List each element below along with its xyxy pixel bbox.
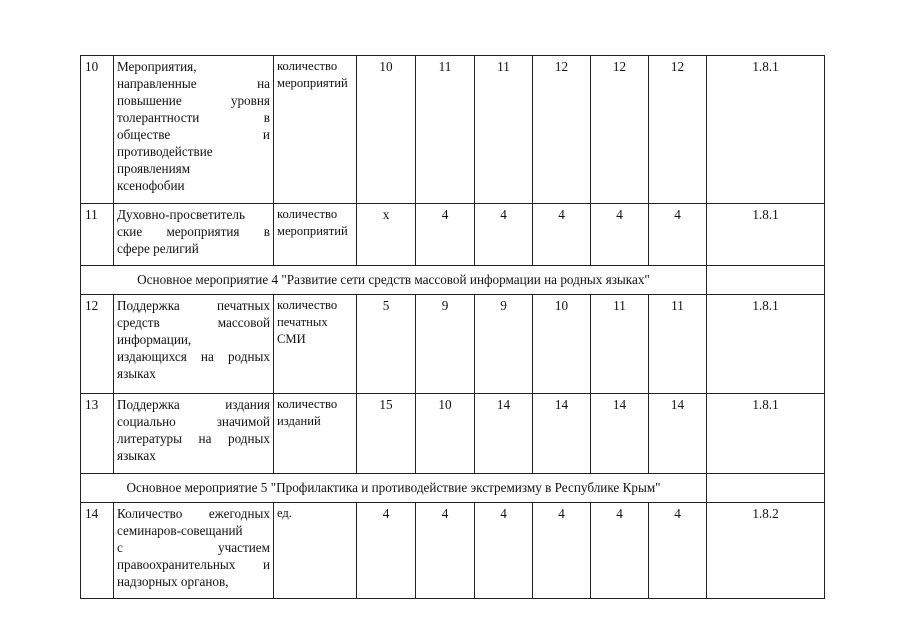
- unit-line: мероприятий: [277, 224, 348, 238]
- description-line: Поддержка издания: [117, 397, 270, 412]
- table-row: [81, 56, 825, 204]
- row-number: 11: [81, 204, 114, 266]
- year-value: 4: [533, 204, 591, 266]
- description-line: повышение уровня: [117, 93, 270, 108]
- year-value: 14: [591, 394, 649, 474]
- year-value: 4: [416, 204, 475, 266]
- indicator-description: [114, 56, 274, 204]
- table-row: [81, 295, 825, 394]
- description-line: Мероприятия,: [117, 59, 197, 74]
- description-line: издающихся на родных: [117, 349, 270, 364]
- year-value: 12: [591, 56, 649, 204]
- description-line: ксенофобии: [117, 178, 185, 193]
- year-value: 4: [591, 204, 649, 266]
- year-value: 4: [649, 503, 707, 599]
- unit-line: печатных: [277, 315, 328, 329]
- year-value: 11: [475, 56, 533, 204]
- indicator-description: [114, 394, 274, 474]
- indicator-description: [114, 204, 274, 266]
- empty-cell: [707, 474, 825, 503]
- description-line: Духовно-просветитель: [117, 207, 246, 222]
- description-line: языках: [117, 366, 156, 381]
- reference-code: 1.8.2: [707, 503, 825, 599]
- unit-of-measure: [274, 394, 357, 474]
- indicator-description: [114, 295, 274, 394]
- description-line: литературы на родных: [117, 431, 270, 446]
- section-row: [81, 474, 825, 503]
- description-line: обществе и: [117, 127, 270, 142]
- reference-code: 1.8.1: [707, 204, 825, 266]
- unit-line: количество: [277, 298, 338, 312]
- year-value: 12: [649, 56, 707, 204]
- section-title: Основное мероприятие 4 "Развитие сети средств массовой информации на родных языках": [81, 266, 707, 295]
- description-line: противодействие: [117, 144, 213, 159]
- year-value: 12: [533, 56, 591, 204]
- year-value: 4: [475, 204, 533, 266]
- year-value: х: [357, 204, 416, 266]
- description-line: информации,: [117, 332, 192, 347]
- unit-line: количество: [277, 59, 338, 73]
- empty-cell: [707, 266, 825, 295]
- unit-line: СМИ: [277, 332, 306, 346]
- year-value: 10: [416, 394, 475, 474]
- year-value: 10: [533, 295, 591, 394]
- year-value: 4: [357, 503, 416, 599]
- unit-line: количество: [277, 207, 338, 221]
- year-value: 4: [416, 503, 475, 599]
- year-value: 11: [649, 295, 707, 394]
- description-line: социально значимой: [117, 414, 270, 429]
- description-line: языках: [117, 448, 156, 463]
- table-row: [81, 394, 825, 474]
- unit-of-measure: [274, 503, 357, 599]
- unit-of-measure: [274, 56, 357, 204]
- year-value: 4: [533, 503, 591, 599]
- description-line: проявлениям: [117, 161, 191, 176]
- reference-code: 1.8.1: [707, 56, 825, 204]
- reference-code: 1.8.1: [707, 295, 825, 394]
- year-value: 4: [649, 204, 707, 266]
- description-line: ские мероприятия в: [117, 224, 270, 239]
- year-value: 9: [416, 295, 475, 394]
- description-line: толерантности в: [117, 110, 270, 125]
- year-value: 15: [357, 394, 416, 474]
- section-title: Основное мероприятие 5 "Профилактика и противодействие экстремизму в Республике Крым": [81, 474, 707, 503]
- row-number: 12: [81, 295, 114, 394]
- reference-code: 1.8.1: [707, 394, 825, 474]
- year-value: 11: [416, 56, 475, 204]
- year-value: 9: [475, 295, 533, 394]
- year-value: 4: [475, 503, 533, 599]
- indicators-table: [80, 55, 825, 599]
- unit-of-measure: [274, 295, 357, 394]
- description-line: надзорных органов,: [117, 574, 229, 589]
- description-line: Количество ежегодных: [117, 506, 270, 521]
- description-line: с участием: [117, 540, 270, 555]
- row-number: 13: [81, 394, 114, 474]
- row-number: 10: [81, 56, 114, 204]
- description-line: средств массовой: [117, 315, 270, 330]
- year-value: 5: [357, 295, 416, 394]
- section-row: [81, 266, 825, 295]
- indicator-description: [114, 503, 274, 599]
- description-line: Поддержка печатных: [117, 298, 270, 313]
- unit-line: ед.: [277, 506, 292, 520]
- description-line: семинаров-совещаний: [117, 523, 243, 538]
- description-line: сфере религий: [117, 241, 199, 256]
- table-row: [81, 204, 825, 266]
- row-number: 14: [81, 503, 114, 599]
- year-value: 4: [591, 503, 649, 599]
- year-value: 11: [591, 295, 649, 394]
- description-line: правоохранительных и: [117, 557, 270, 572]
- year-value: 10: [357, 56, 416, 204]
- unit-of-measure: [274, 204, 357, 266]
- table-row: [81, 503, 825, 599]
- unit-line: мероприятий: [277, 76, 348, 90]
- unit-line: количество: [277, 397, 338, 411]
- description-line: направленные на: [117, 76, 270, 91]
- year-value: 14: [533, 394, 591, 474]
- year-value: 14: [475, 394, 533, 474]
- unit-line: изданий: [277, 414, 321, 428]
- year-value: 14: [649, 394, 707, 474]
